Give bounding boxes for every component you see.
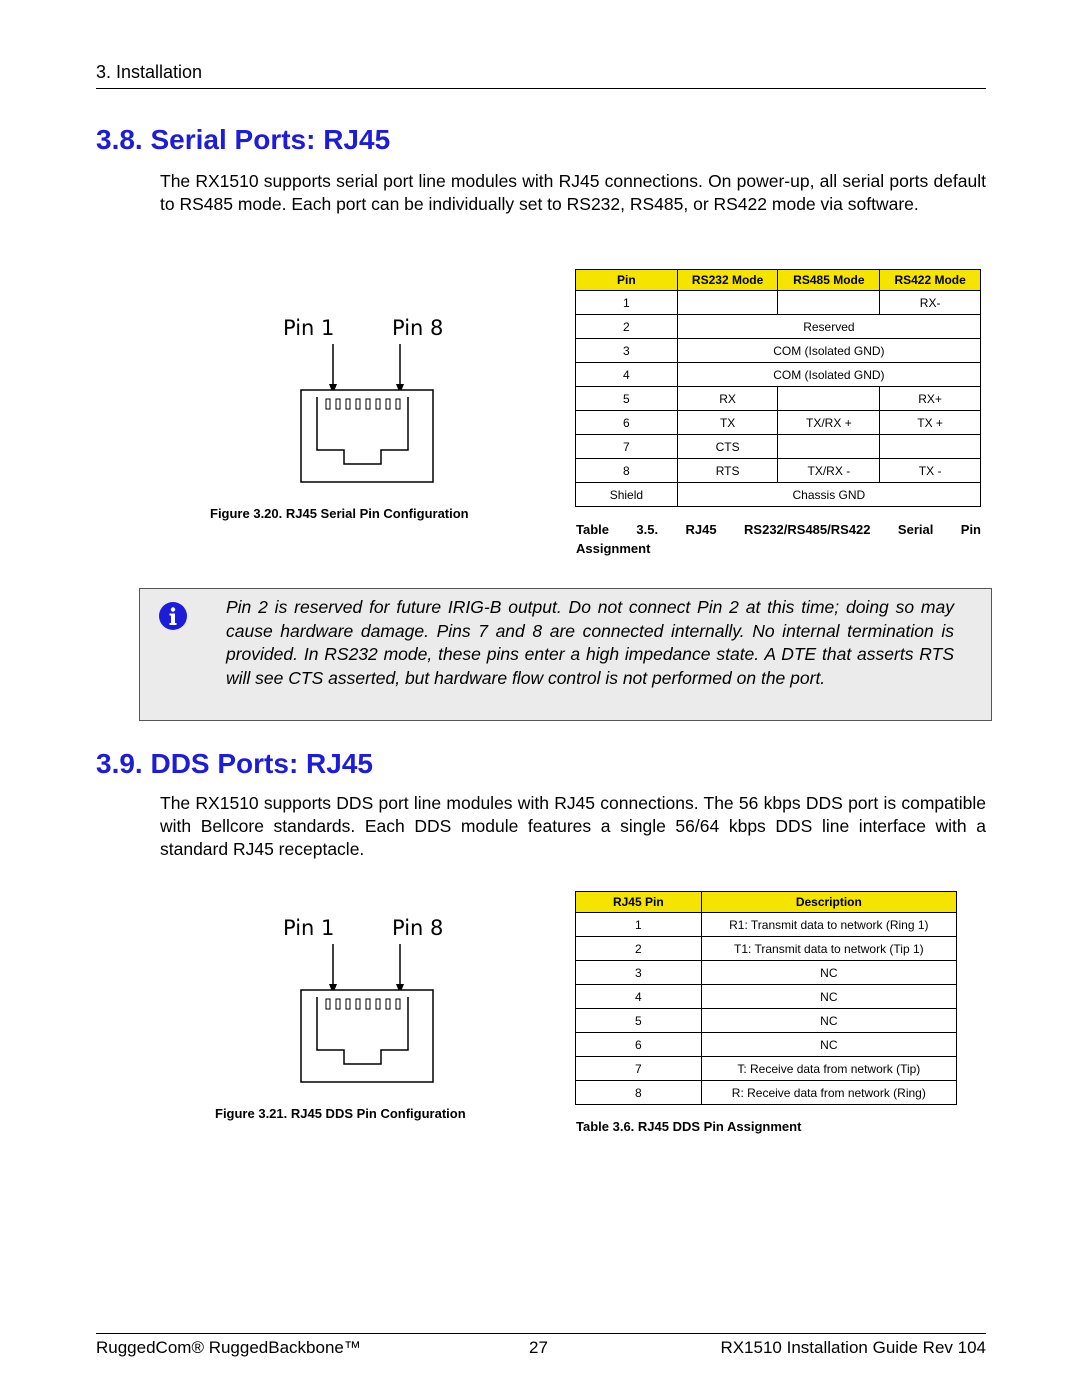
pin-cell: 5 bbox=[576, 387, 678, 411]
pin-cell: 7 bbox=[576, 1057, 702, 1081]
pin-cell: 5 bbox=[576, 1009, 702, 1033]
col-header: Pin bbox=[576, 270, 678, 291]
table-row bbox=[576, 1009, 957, 1033]
running-header: 3. Installation bbox=[96, 62, 203, 82]
table-header-row bbox=[576, 892, 957, 913]
description-cell: NC bbox=[701, 985, 956, 1009]
table-row bbox=[576, 1081, 957, 1105]
footer-rule bbox=[96, 1333, 986, 1334]
table-row bbox=[576, 387, 981, 411]
dds-pin8-label: Pin 8 bbox=[392, 916, 444, 940]
dds-rj45-jack-diagram bbox=[296, 940, 438, 1085]
rs485-cell: TX/RX + bbox=[778, 411, 880, 435]
pin-cell: 1 bbox=[576, 291, 678, 315]
info-icon bbox=[158, 601, 188, 631]
table-row bbox=[576, 985, 957, 1009]
pin-cell: 6 bbox=[576, 411, 678, 435]
merged-cell: COM (Isolated GND) bbox=[677, 363, 980, 387]
rs422-cell bbox=[880, 435, 981, 459]
pin-cell: 8 bbox=[576, 459, 678, 483]
footer-doc-title: RX1510 Installation Guide Rev 104 bbox=[720, 1338, 986, 1357]
rs232-cell: CTS bbox=[677, 435, 778, 459]
pin-cell: 4 bbox=[576, 985, 702, 1009]
rs232-cell bbox=[677, 291, 778, 315]
table-row bbox=[576, 411, 981, 435]
dds-pin-table bbox=[575, 891, 957, 1105]
rs232-cell: RTS bbox=[677, 459, 778, 483]
table-row bbox=[576, 291, 981, 315]
pin-cell: 8 bbox=[576, 1081, 702, 1105]
pin-cell: 7 bbox=[576, 435, 678, 459]
table-row bbox=[576, 961, 957, 985]
table-row bbox=[576, 937, 957, 961]
serial-table-caption-cont: Assignment bbox=[576, 541, 651, 556]
rs485-cell bbox=[778, 291, 880, 315]
dds-pin1-label: Pin 1 bbox=[283, 916, 335, 940]
dds-heading: 3.9. DDS Ports: RJ45 bbox=[96, 748, 373, 779]
description-cell: T1: Transmit data to network (Tip 1) bbox=[701, 937, 956, 961]
description-cell: T: Receive data from network (Tip) bbox=[701, 1057, 956, 1081]
rs422-cell: TX - bbox=[880, 459, 981, 483]
serial-intro: The RX1510 supports serial port line modules with RJ45 connections. On power-up, all serial ports default to RS485 mode. Each port can be individually set to RS232, RS485, or RS422 mode via software. bbox=[160, 171, 986, 214]
rs485-cell: TX/RX - bbox=[778, 459, 880, 483]
serial-figure-caption: Figure 3.20. RJ45 Serial Pin Configuration bbox=[210, 506, 469, 521]
merged-cell: COM (Isolated GND) bbox=[677, 339, 980, 363]
pin-cell: 2 bbox=[576, 315, 678, 339]
rs422-cell: RX+ bbox=[880, 387, 981, 411]
col-header: Description bbox=[701, 892, 956, 913]
rs422-cell: RX- bbox=[880, 291, 981, 315]
serial-rj45-jack-diagram bbox=[296, 340, 438, 485]
table-header-row bbox=[576, 270, 981, 291]
rs232-cell: RX bbox=[677, 387, 778, 411]
table-row bbox=[576, 363, 981, 387]
pin-cell: 1 bbox=[576, 913, 702, 937]
dds-table-caption: Table 3.6. RJ45 DDS Pin Assignment bbox=[576, 1119, 802, 1134]
rs485-cell bbox=[778, 435, 880, 459]
serial-pin1-label: Pin 1 bbox=[283, 316, 335, 340]
description-cell: R: Receive data from network (Ring) bbox=[701, 1081, 956, 1105]
table-row bbox=[576, 435, 981, 459]
dds-figure-caption: Figure 3.21. RJ45 DDS Pin Configuration bbox=[215, 1106, 466, 1121]
pin-cell: 4 bbox=[576, 363, 678, 387]
serial-pin-table bbox=[575, 269, 981, 507]
note-text: Pin 2 is reserved for future IRIG-B output. Do not connect Pin 2 at this time; doing so may cause hardware damage. Pins 7 and 8 are connected internally. No internal termination is provided. In RS232 mode, these pins enter a high impedance state. A DTE that asserts RTS will see CTS asserted, but hardware flow control is not performed on the port. bbox=[226, 597, 954, 688]
serial-pin8-label: Pin 8 bbox=[392, 316, 444, 340]
dds-intro: The RX1510 supports DDS port line modules with RJ45 connections. The 56 kbps DDS port is compatible with Bellcore standards. Each DDS module features a single 56/64 kbps DDS line interface with a standard RJ45 receptacle. bbox=[160, 793, 986, 859]
footer-brand: RuggedCom® RuggedBackbone™ bbox=[96, 1338, 361, 1357]
merged-cell: Chassis GND bbox=[677, 483, 980, 507]
table-row bbox=[576, 339, 981, 363]
pin-cell: 3 bbox=[576, 961, 702, 985]
rs232-cell: TX bbox=[677, 411, 778, 435]
description-cell: NC bbox=[701, 961, 956, 985]
header-rule bbox=[96, 88, 986, 89]
page-number: 27 bbox=[529, 1338, 548, 1357]
col-header: RJ45 Pin bbox=[576, 892, 702, 913]
col-header: RS422 Mode bbox=[880, 270, 981, 291]
table-row bbox=[576, 483, 981, 507]
pin-cell: 3 bbox=[576, 339, 678, 363]
table-row bbox=[576, 1057, 957, 1081]
col-header: RS485 Mode bbox=[778, 270, 880, 291]
table-row bbox=[576, 1033, 957, 1057]
rs422-cell: TX + bbox=[880, 411, 981, 435]
pin-cell: 6 bbox=[576, 1033, 702, 1057]
col-header: RS232 Mode bbox=[677, 270, 778, 291]
description-cell: NC bbox=[701, 1033, 956, 1057]
pin-cell: Shield bbox=[576, 483, 678, 507]
description-cell: R1: Transmit data to network (Ring 1) bbox=[701, 913, 956, 937]
merged-cell: Reserved bbox=[677, 315, 980, 339]
rs485-cell bbox=[778, 387, 880, 411]
description-cell: NC bbox=[701, 1009, 956, 1033]
table-row bbox=[576, 315, 981, 339]
table-row bbox=[576, 913, 957, 937]
table-row bbox=[576, 459, 981, 483]
pin-cell: 2 bbox=[576, 937, 702, 961]
serial-table-caption: Table 3.5. RJ45 RS232/RS485/RS422 Serial Pin bbox=[576, 522, 981, 537]
serial-heading: 3.8. Serial Ports: RJ45 bbox=[96, 124, 391, 155]
